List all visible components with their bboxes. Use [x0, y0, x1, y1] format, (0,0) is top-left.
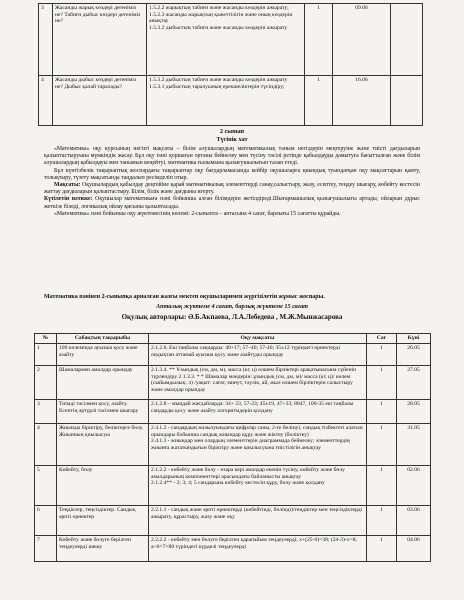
- date-cell: 16.06: [333, 76, 391, 126]
- date-cell: 31.05: [397, 424, 431, 466]
- hours-cell: 1: [305, 4, 333, 76]
- table-row: [35, 506, 431, 536]
- plan-table: [34, 333, 431, 562]
- row-number: 6: [35, 506, 57, 536]
- lesson-topic: 100 көлемінде ауызша қосу және азайту: [57, 344, 149, 366]
- result-text: Оқушылар математикаға пәні бойынша алған білімдерін жетілдіреді.Шығармашылық қызығушылығы артады, ойларын дұрыс жеткізе біледі, логикалық ойлау қисыны қалыптасады.: [44, 196, 420, 210]
- table-row: [35, 344, 431, 366]
- paragraph-volume: «Математика» пәні бойынша оқу жүктемесінің көлемі: 2-сыныпта – аптасына 4 сағат, барлығы 15 сағатты құрайды.: [54, 210, 341, 217]
- grade-title: 2 сынып: [219, 128, 245, 135]
- learning-goal: 2.1.2.2 - көбейту және бөлу - өзара кері амалдар екенін түсіну, көбейту және бөлу амалдарының компоненттері арасындағы байланысты анықтау 2.1.2.4** - 2; 3; 4; 5 сандарына көбейту кестесін құру, бөлу және қолдану: [149, 466, 367, 506]
- date-cell: 02.06: [397, 466, 431, 506]
- paragraph-topics: Бұл күнтізбелік тақырыптық жоспардағы тақырыптар оқу бағдарламасында кейбір оқушыларға қиындық туындатқан оқу мақсаттарын қамту, толықтыру, түзету мақсатында таңдалып ресімделіп отыр.: [44, 167, 420, 181]
- empty-cell: [391, 76, 423, 126]
- result-label: Күтілетін нәтиже:: [44, 196, 93, 203]
- row-number: 5: [35, 466, 57, 506]
- load-line: Апталық жүктеме 4 сағат, барлық жүктеме 15 сағат: [156, 303, 308, 310]
- paragraph-goals: [44, 182, 420, 196]
- paragraph-purpose: «Математика» оқу курсының негізгі мақсаты – білім алушылардың математикалық таным негіздерін меңгеруіне және тиісті дағдыларын қалыптастыруына мүмкіндік жасау. Бұл оқу пәні қоршаған ортаны бейнелеу мен түсіну тәсілі ретінде қабылдауды дамытуға бағытталған және білім алушылардың қабылдауы мен танымын кеңейтуі, математика ғылымына қызығушылығын талап етеді.: [44, 146, 420, 167]
- table-row: [35, 366, 431, 400]
- learning-goal: 1.5.3.2 дыбыстың табиғи және жасанды көздерін ажырату 1.5.3.1 дыбыстың таралуының ерекшеліктерін түсіндіру;: [147, 76, 305, 126]
- table-row: [35, 466, 431, 506]
- plan-title: Математика пәнінен 2-сыныпқа арналған жазғы мектеп оқушыларимен жүргізілетін жұмыс жоспары.: [44, 294, 325, 300]
- note-title: Түсінік хат: [216, 136, 248, 143]
- hours-cell: 1: [367, 424, 397, 466]
- note-body: [44, 146, 420, 218]
- row-number: 3: [39, 4, 53, 76]
- lesson-topic: Тиімді тәсілмен қосу, азайту. Есептің әртүрлі тәсілмен шығару: [57, 400, 149, 424]
- hours-cell: 1: [367, 344, 397, 366]
- date-cell: 09.06: [333, 4, 391, 76]
- header-num: №: [35, 334, 57, 344]
- lesson-topic: Жасанды дыбыс көздері дегеніміз не? Дыбыс қалай таралады?: [53, 76, 147, 126]
- learning-goal: 2.2.2.2 - көбейту мен бөлуге берілген қарапайым теңдеулерді; x+(25-6)=38; (24-3)-x=8; a+6=7+80 түріндегі күрделі теңдеулерді: [149, 536, 367, 562]
- hours-cell: 1: [367, 536, 397, 562]
- goals-label: Мақсаты:: [54, 182, 81, 189]
- table-row: [35, 400, 431, 424]
- learning-goal: 2.2.1.1 - сандық және әрпті өрнектерді (көбейтінді, бөлінді)/теңдіктер мен теңсіздіктерді ажырату, құрастыру, жазу және оқу: [149, 506, 367, 536]
- row-number: 7: [35, 536, 57, 562]
- authors-line: Оқулық авторлары: Ә.Б.Акпаева, Л.А.Лебедева , М.Ж.Мынжасарова: [121, 313, 343, 321]
- table-row: [39, 76, 423, 126]
- table-row: [35, 536, 431, 562]
- learning-goal: 2.1.2.6. Екі таңбалы сандарды: 40+17; 57–40; 57-40; 35±12 түріндегі өрнектерді ондықтан аттамай ауызша қосу және азайтуды орындау: [149, 344, 367, 366]
- empty-cell: [391, 4, 423, 76]
- table-row: [39, 4, 423, 76]
- date-cell: 03.06: [397, 506, 431, 536]
- date-cell: 27.05: [397, 366, 431, 400]
- learning-goal: 2.4.1.2 - сандардың жазылуындағы цифрлар саны, 2-ге бөлінуі, сандық тізбектегі алатын орындары бойынша сандық жиындар құру және жіктеу (бөліктеу) 2.4.1.3 - жиындар мен олардың элементтерін диаграммада бейнелеу; элементтердің жиынға жататындығын біріктіру және қиылысуына тиістілігін анықтау: [149, 424, 367, 466]
- hours-cell: 1: [367, 400, 397, 424]
- lesson-topic: Көбейту, бөлу: [57, 466, 149, 506]
- hours-cell: 1: [367, 506, 397, 536]
- row-number: 4: [35, 424, 57, 466]
- paragraph-result: [44, 196, 420, 210]
- table-row: [35, 424, 431, 466]
- learning-goal: 1.5.2.2 жарықтың табиғи және жасанды көздерін ажырату; 1.5.2.3 жасанды жарықтың қажеттілігін және оның көздерін анықтау 1.5.3.2 дыбыстың табиғи және жасанды көздерін ажырату: [147, 4, 305, 76]
- lesson-topic: Жиынды біріктіру, бөліктерге бөлу. Жиынның қиылысуы: [57, 424, 149, 466]
- header-goals: Оқу мақсаты: [149, 334, 367, 344]
- row-number: 3: [35, 400, 57, 424]
- lesson-topic: Жасанды жарық көздері дегеніміз не? Табиғи дыбыс көздері дегеніміз не?: [53, 4, 147, 76]
- row-number: 4: [39, 76, 53, 126]
- lesson-topic: Көбейту және бөлуге берілген теңдеулерді шешу: [57, 536, 149, 562]
- lesson-topic: Теңдіктер, теңсіздіктер. Сандық әрпті өрнектер: [57, 506, 149, 536]
- learning-goal: 2.1.2.8 – мыңдай жағдайларда: 34+ 23, 57-23; 45±19, 47+33; 8047, 100-35 екі таңбалы сандарды қосу және азайту алгоритмдерін қолдану: [149, 400, 367, 424]
- previous-plan-table: [38, 3, 423, 126]
- date-cell: 26.05: [397, 344, 431, 366]
- row-number: 1: [35, 344, 57, 366]
- hours-cell: 1: [367, 466, 397, 506]
- table-header-row: [35, 334, 431, 344]
- header-hours: Сағ: [367, 334, 397, 344]
- hours-cell: 1: [305, 76, 333, 126]
- hours-cell: 1: [367, 366, 397, 400]
- goals-text: Оқушылардың қабылдау деңгейіне қарай математикалық элементтерді санау,салыстыру, жазу, есептеу, теңдеу шығару, көбейту кестесін жаттау дағдыларын қалыптастыру. Білім, білік және дағдыны игерту.: [44, 182, 420, 196]
- row-number: 2: [35, 366, 57, 400]
- header-date: Күні: [397, 334, 431, 344]
- learning-goal: 2.1.3.4. ** Ұзындық (см, дм, м), масса (кг, ц) өлшем бірліктері арақатынасына сүйеніп түрлендіру 2.1.3.3. * * Шамалар мәндерін: ұзындық (см, дм, м)/ масса (кг, ц)/ көлем (сыйымдылық: л) /уақыт: сағат, минут, тәулік, ай, жыл өлшем бірліктерін салыстыру және амалдар орындау: [149, 366, 367, 400]
- date-cell: 28.05: [397, 400, 431, 424]
- lesson-topic: Шамалармен амалдар орындау: [57, 366, 149, 400]
- date-cell: 04.06: [397, 536, 431, 562]
- header-topic: Сабақтың тақырыбы: [57, 334, 149, 344]
